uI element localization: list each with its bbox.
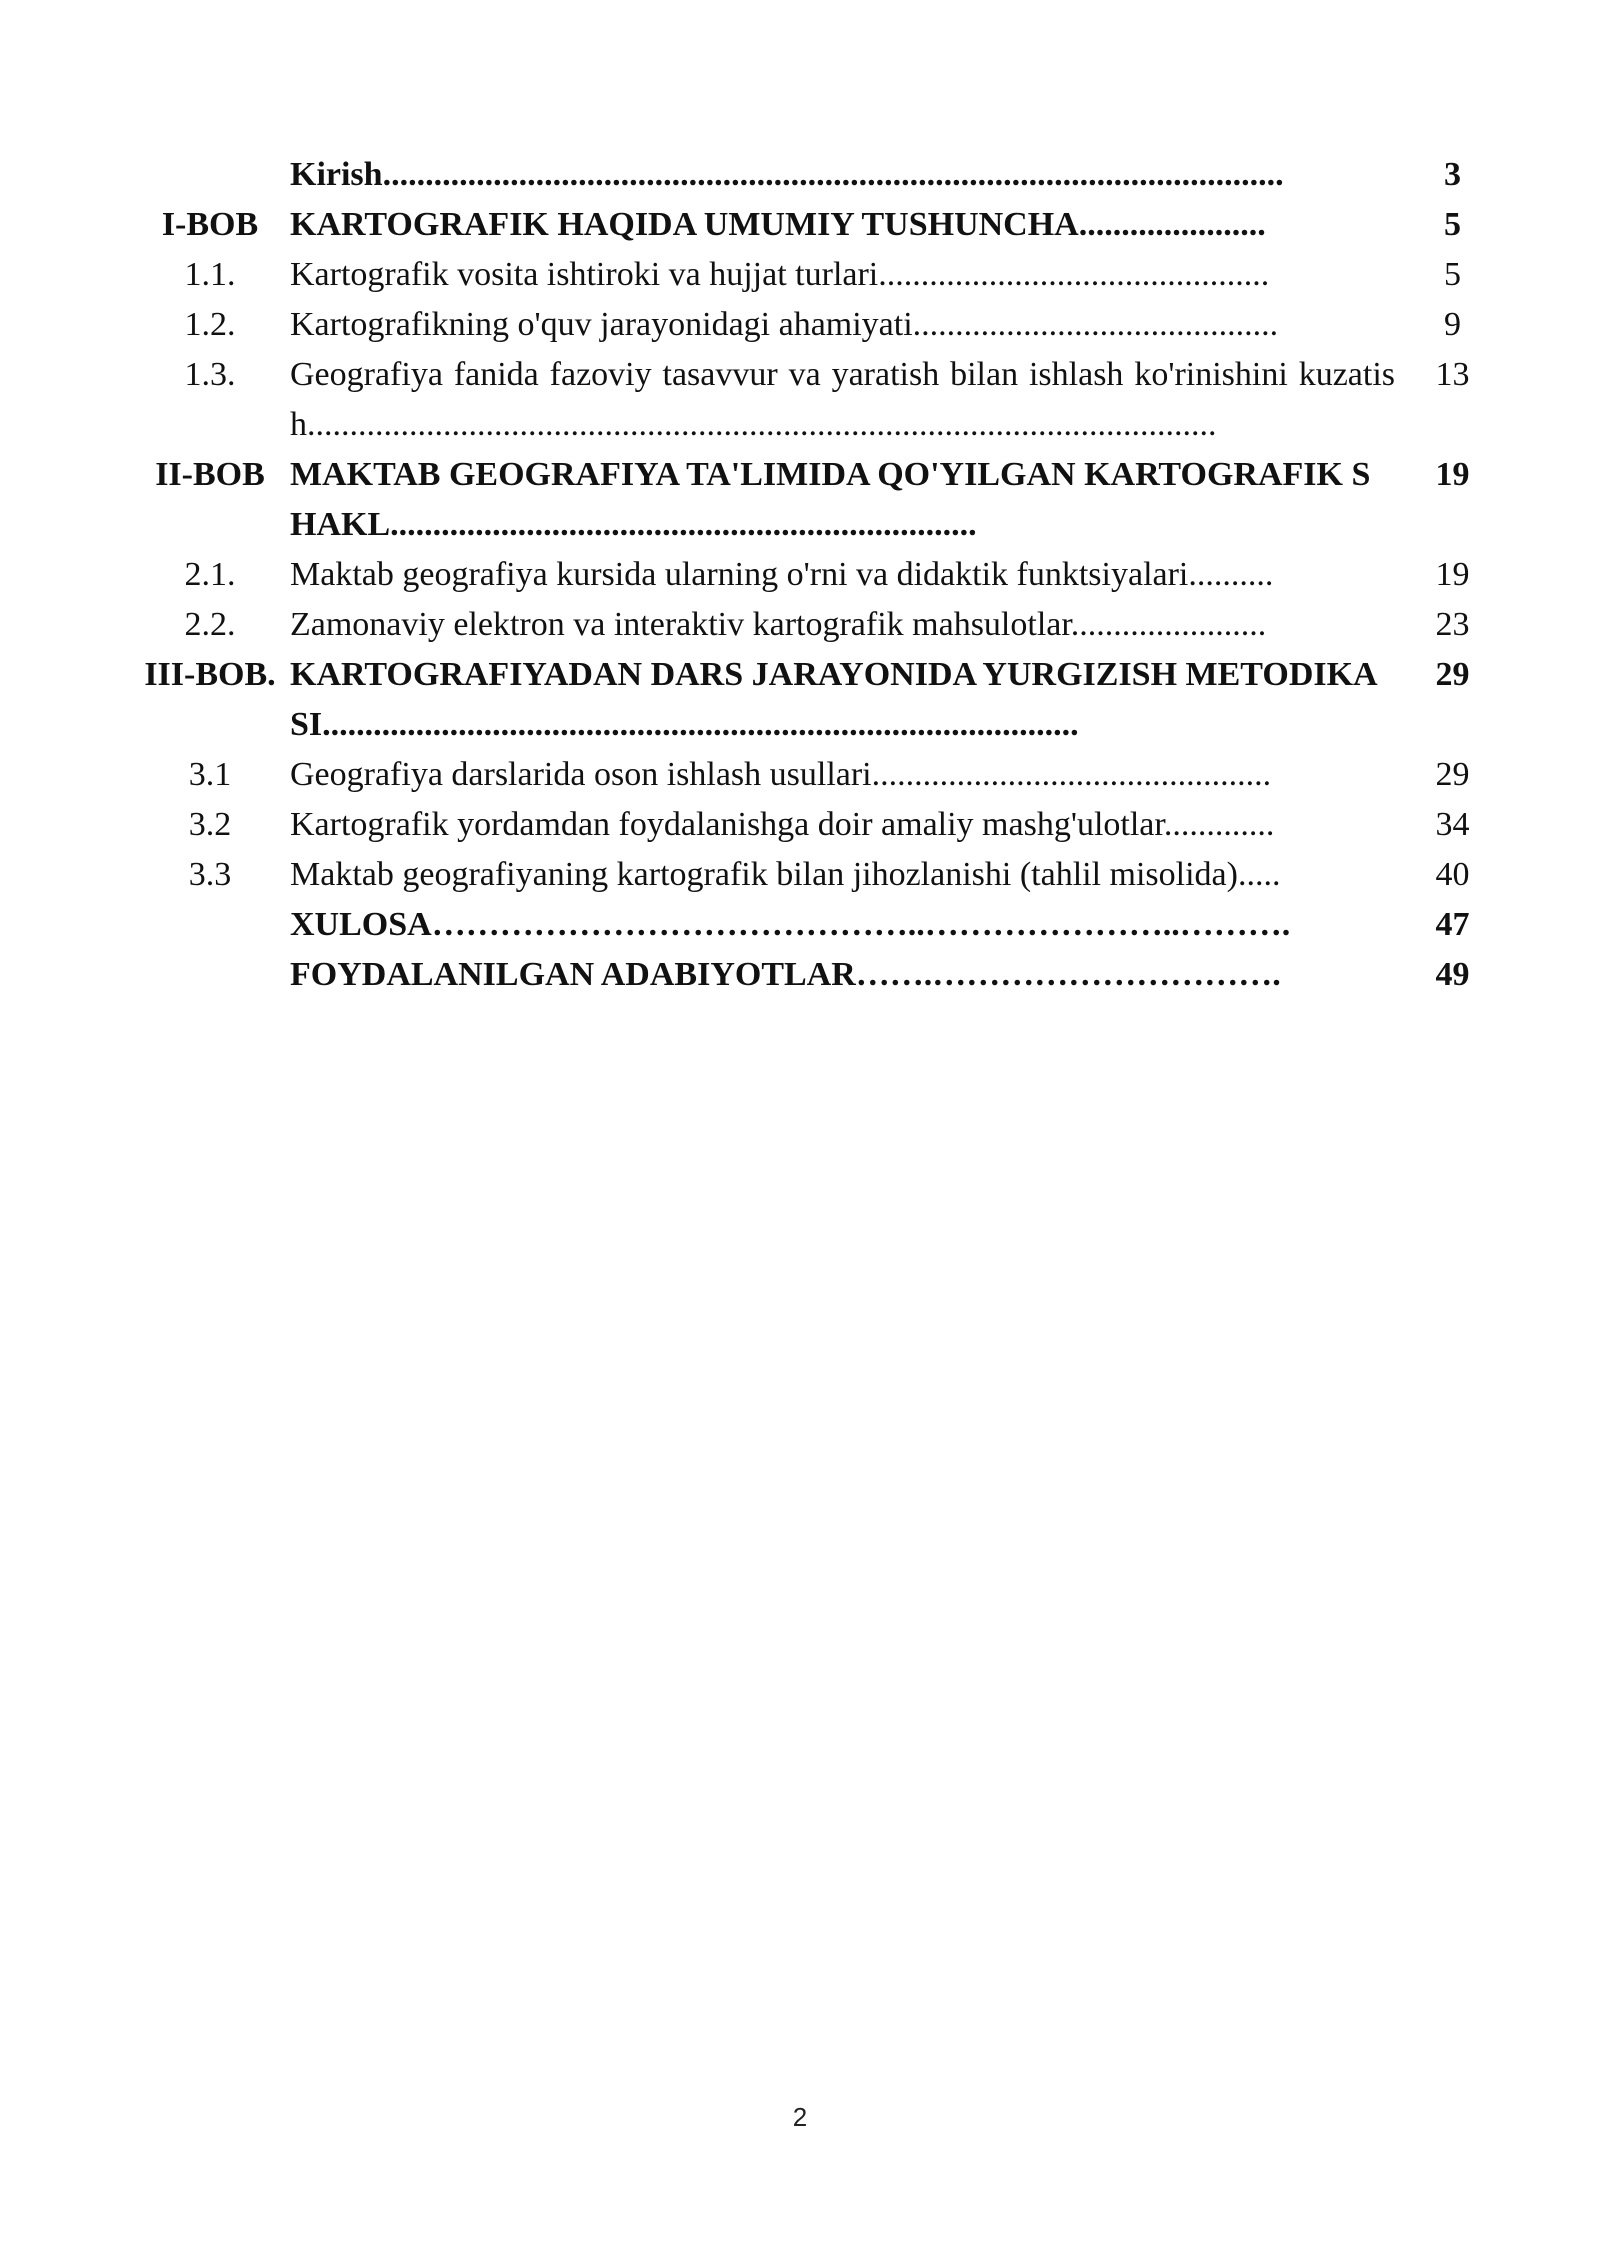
toc-entry-page: 19 (1435, 456, 1470, 493)
toc-entry-page: 29 (1435, 656, 1470, 693)
toc-entry-title: MAKTAB GEOGRAFIYA TA'LIMIDA QO'YILGAN KARTOGRAFIK SHAKL..................................................................... (290, 456, 1371, 543)
toc-entry-title: Zamonaviy elektron va interaktiv kartografik mahsulotlar....................... (290, 606, 1267, 643)
toc-entry-page: 49 (1435, 956, 1470, 993)
toc-entry-title: Geografiya darslarida oson ishlash usullari............................................... (290, 756, 1272, 793)
toc-entry-page: 5 (1444, 256, 1461, 293)
toc-entry-number: 3.1 (188, 756, 232, 793)
toc-entry-title: KARTOGRAFIK HAQIDA UMUMIY TUSHUNCHA...................... (290, 206, 1266, 243)
toc-entry-section-2-2[interactable] (130, 600, 1510, 650)
toc-entry-page: 5 (1444, 206, 1461, 243)
toc-entry-number: 1.1. (184, 256, 236, 293)
toc-entry-number: III-BOB. (144, 656, 276, 693)
toc-entry-page: 23 (1435, 606, 1470, 643)
toc-entry-chapter-1[interactable] (130, 200, 1510, 250)
toc-entry-conclusion[interactable] (130, 900, 1510, 950)
toc-entry-title: Kirish.......................................................................................................... (290, 156, 1284, 193)
toc-entry-title: Maktab geografiyaning kartografik bilan jihozlanishi (tahlil misolida)..... (290, 856, 1281, 893)
toc-entry-section-3-1[interactable] (130, 750, 1510, 800)
toc-entry-number: I-BOB (161, 206, 259, 243)
toc-entry-kirish[interactable] (130, 150, 1510, 200)
toc-entry-number: 2.2. (184, 606, 236, 643)
toc-entry-number: 3.2 (188, 806, 232, 843)
toc-entry-title: KARTOGRAFIYADAN DARS JARAYONIDA YURGIZISH METODIKASI......................................................................................... (290, 656, 1378, 743)
toc-entry-chapter-2[interactable] (130, 450, 1510, 550)
toc-entry-title: XULOSA……………………………………..…………………..………. (290, 906, 1291, 943)
toc-entry-section-3-3[interactable] (130, 850, 1510, 900)
toc-entry-page: 29 (1435, 756, 1470, 793)
toc-entry-number: 1.3. (184, 356, 236, 393)
toc-entry-number: 3.3 (188, 856, 232, 893)
toc-entry-page: 19 (1435, 556, 1470, 593)
page-number: 2 (792, 2102, 808, 2132)
toc-entry-title: Geografiya fanida fazoviy tasavvur va yaratish bilan ishlash ko'rinishini kuzatish........................................................................................................... (290, 356, 1395, 443)
toc-entry-number: II-BOB (155, 456, 265, 493)
toc-entry-references[interactable] (130, 950, 1510, 1000)
toc-entry-section-3-2[interactable] (130, 800, 1510, 850)
toc-entry-number: 1.2. (184, 306, 236, 343)
toc-entry-page: 47 (1435, 906, 1470, 943)
toc-entry-section-1-1[interactable] (130, 250, 1510, 300)
toc-entry-title: FOYDALANILGAN ADABIYOTLAR…….…………………………. (290, 956, 1281, 993)
toc-entry-page: 13 (1435, 356, 1470, 393)
table-of-contents (130, 150, 1510, 1000)
toc-entry-section-1-3[interactable] (130, 350, 1510, 450)
toc-entry-number: 2.1. (184, 556, 236, 593)
toc-entry-title: Kartografik yordamdan foydalanishga doir amaliy mashg'ulotlar............. (290, 806, 1275, 843)
toc-entry-title: Maktab geografiya kursida ularning o'rni va didaktik funktsiyalari.......... (290, 556, 1274, 593)
toc-entry-page: 9 (1444, 306, 1461, 343)
toc-entry-section-1-2[interactable] (130, 300, 1510, 350)
toc-entry-page: 40 (1435, 856, 1470, 893)
toc-entry-title: Kartografikning o'quv jarayonidagi ahamiyati........................................... (290, 306, 1279, 343)
toc-entry-page: 34 (1435, 806, 1470, 843)
toc-entry-page: 3 (1444, 156, 1461, 193)
toc-entry-section-2-1[interactable] (130, 550, 1510, 600)
toc-entry-title: Kartografik vosita ishtiroki va hujjat turlari.............................................. (290, 256, 1270, 293)
toc-entry-chapter-3[interactable] (130, 650, 1510, 750)
